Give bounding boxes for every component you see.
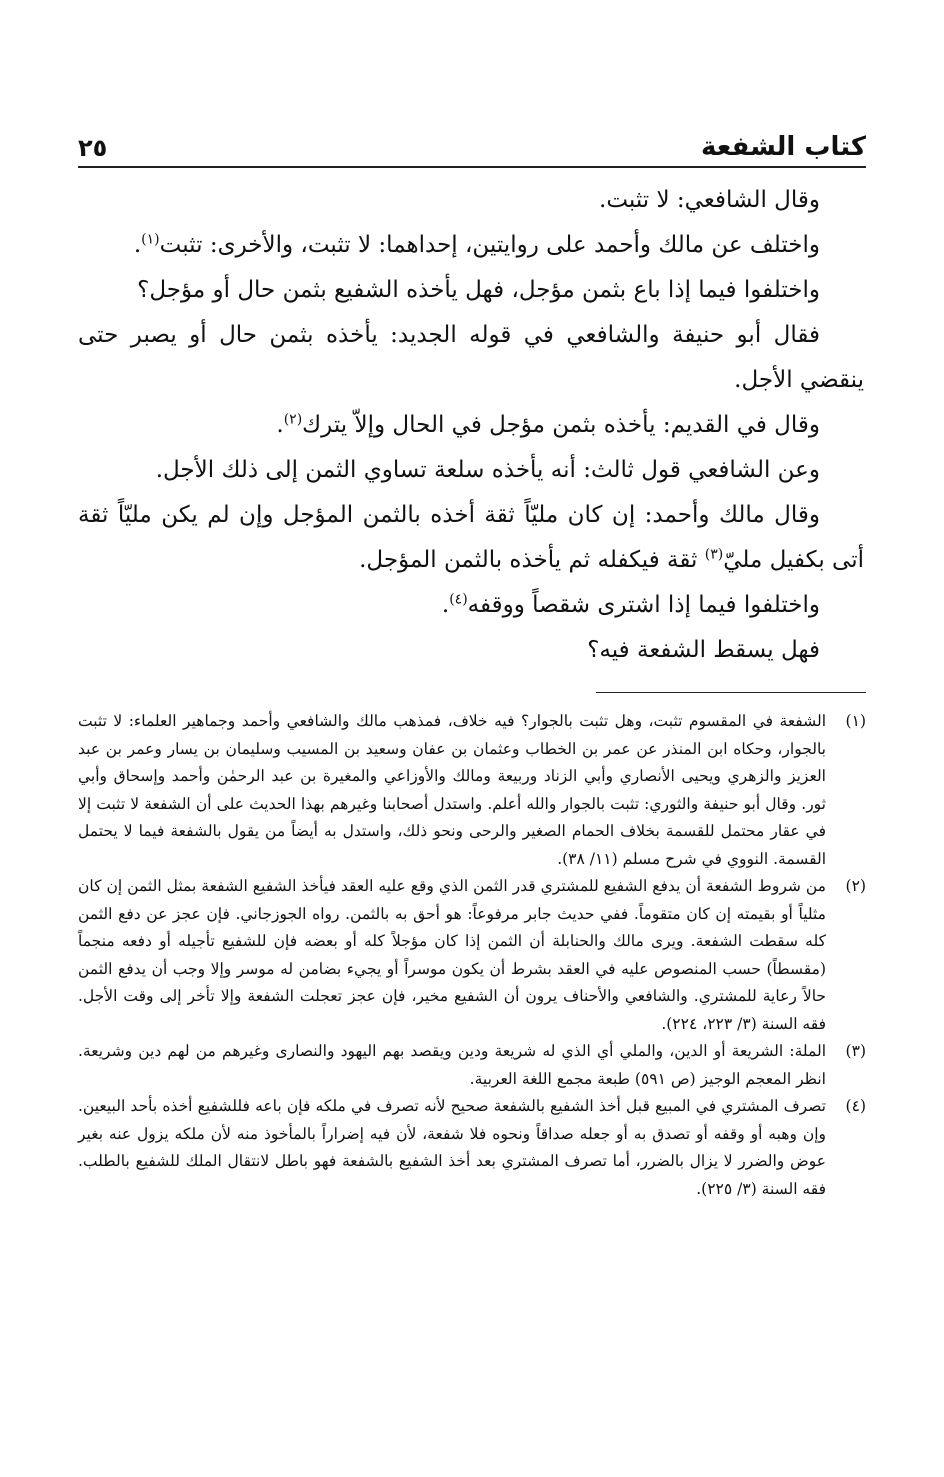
footnote-1 — [78, 708, 866, 873]
footnote-3 — [78, 1038, 866, 1093]
footnote-number: (١) — [845, 712, 866, 730]
footnote-ref-1[interactable]: (١) — [141, 231, 160, 248]
footnote-separator — [596, 692, 866, 693]
paragraph-4: فقال أبو حنيفة والشافعي في قوله الجديد: يأخذه بثمن حال أو يصبر حتى ينقضي الأجل. — [78, 322, 864, 393]
footnote-number: (٢) — [845, 877, 866, 895]
paragraph-7: وقال مالك وأحمد: إن كان مليّاً ثقة أخذه بالثمن المؤجل وإن لم يكن مليّاً ثقة أتى بكفيل مليّ$^{(٣)}$ ثقة فيكفله ثم يأخذه بالثمن المؤجل. — [78, 502, 864, 573]
paragraph-6: وعن الشافعي قول ثالث: أنه يأخذه سلعة تساوي الثمن إلى ذلك الأجل. — [155, 457, 820, 483]
paragraph-8: واختلفوا فيما إذا اشترى شقصاً ووقفه$^{(٤)}$. — [441, 591, 820, 618]
paragraph-1: وقال الشافعي: لا تثبت. — [599, 187, 820, 213]
paragraph-5: وقال في القديم: يأخذه بثمن مؤجل في الحال وإلاّ يترك$^{(٢)}$. — [276, 411, 820, 438]
footnote-2 — [78, 873, 866, 1038]
footnote-ref-3[interactable]: (٣) — [704, 546, 724, 563]
footnote-text: تصرف المشتري في المبيع قبل أخذ الشفيع بالشفعة صحيح لأنه تصرف في ملكه فإن باعه فللشفيع أخذه بأحد البيعين. وإن وهبه أو وقفه أو تصدق به أو جعله صداقاً ونحوه فلا شفعة، لأن فيه إضراراً بالمأخوذ منه لأن ملكه يزول عنه بغير عوض والضرر لا يزال بالضرر، أما تصرف المشتري بعد أخذ الشفيع بالشفعة فهو باطل لانتقال الملك للشفيع بالطلب. فقه السنة (٣/ ٢٢٥). — [78, 1097, 826, 1198]
footnote-ref-2[interactable]: (٢) — [283, 411, 303, 428]
footnote-ref-4[interactable]: (٤) — [449, 591, 468, 608]
footnote-text: الملة: الشريعة أو الدين، والملي أي الذي له شريعة ودين ويقصد بهم اليهود والنصارى وغيرهم من لهم دين وشريعة. انظر المعجم الوجيز (ص ٥٩١) طبعة مجمع اللغة العربية. — [78, 1042, 826, 1088]
footnotes — [78, 708, 866, 1203]
main-text — [78, 178, 864, 673]
paragraph-9: فهل يسقط الشفعة فيه؟ — [587, 637, 820, 663]
footnote-number: (٤) — [845, 1097, 866, 1115]
footnote-number: (٣) — [845, 1042, 866, 1060]
page-number: ٢٥ — [78, 134, 108, 162]
chapter-title: كتاب الشفعة — [701, 132, 866, 162]
page-header — [78, 122, 866, 168]
paragraph-3: واختلفوا فيما إذا باع بثمن مؤجل، فهل يأخذه الشفيع بثمن حال أو مؤجل؟ — [137, 277, 820, 303]
footnote-text: الشفعة في المقسوم تثبت، وهل تثبت بالجوار؟ فيه خلاف، فمذهب مالك والشافعي وأحمد وجماهير العلماء: لا تثبت بالجوار، وحكاه ابن المنذر عن عمر بن الخطاب وعثمان بن عفان وسعيد بن المسيب وسليمان بن يسار وعمر بن عبد العزيز والزهري ويحيى الأنصاري وأبي الزناد وربيعة ومالك والأوزاعي والمغيرة بن عبد الرحمٰن وأحمد وإسحاق وأبي ثور. وقال أبو حنيفة والثوري: تثبت بالجوار والله أعلم. واستدل أصحابنا وغيرهم بهذا الحديث على أن الشفعة لا تثبت إلا في عقار محتمل للقسمة بخلاف الحمام الصغير والرحى ونحو ذلك، واستدل به أيضاً من يقول بالشفعة فيما لا يحتمل القسمة. النووي في شرح مسلم (١١/ ٣٨). — [78, 712, 826, 868]
paragraph-2: واختلف عن مالك وأحمد على روايتين، إحداهما: لا تثبت، والأخرى: تثبت$^{(١)}$. — [133, 231, 820, 258]
footnote-4 — [78, 1093, 866, 1203]
footnote-text: من شروط الشفعة أن يدفع الشفيع للمشتري قدر الثمن الذي وقع عليه العقد فيأخذ الشفيع الشفعة بمثل الثمن إن كان مثلياً أو بقيمته إن كان متقوماً. ففي حديث جابر مرفوعاً: هو أحق به بالثمن. رواه الجوزجاني. فإن عجز عن دفع الثمن كله سقطت الشفعة. ويرى مالك والحنابلة أن الثمن إذا كان مؤجلاً كله أو بعضه فإن للشفيع تأجيله أو دفعه منجماً (مقسطاً) حسب المنصوص عليه في العقد بشرط أن يكون موسراً أو يجيء بضامن له موسر وإلا وجب أن يدفع الثمن حالاً رعاية للمشتري. والشافعي والأحناف يرون أن الشفيع مخير، فإن عجز تعجلت الشفعة وإلا تأخر إلى وقت الأجل. فقه السنة (٣/ ٢٢٣، ٢٢٤). — [78, 877, 826, 1033]
